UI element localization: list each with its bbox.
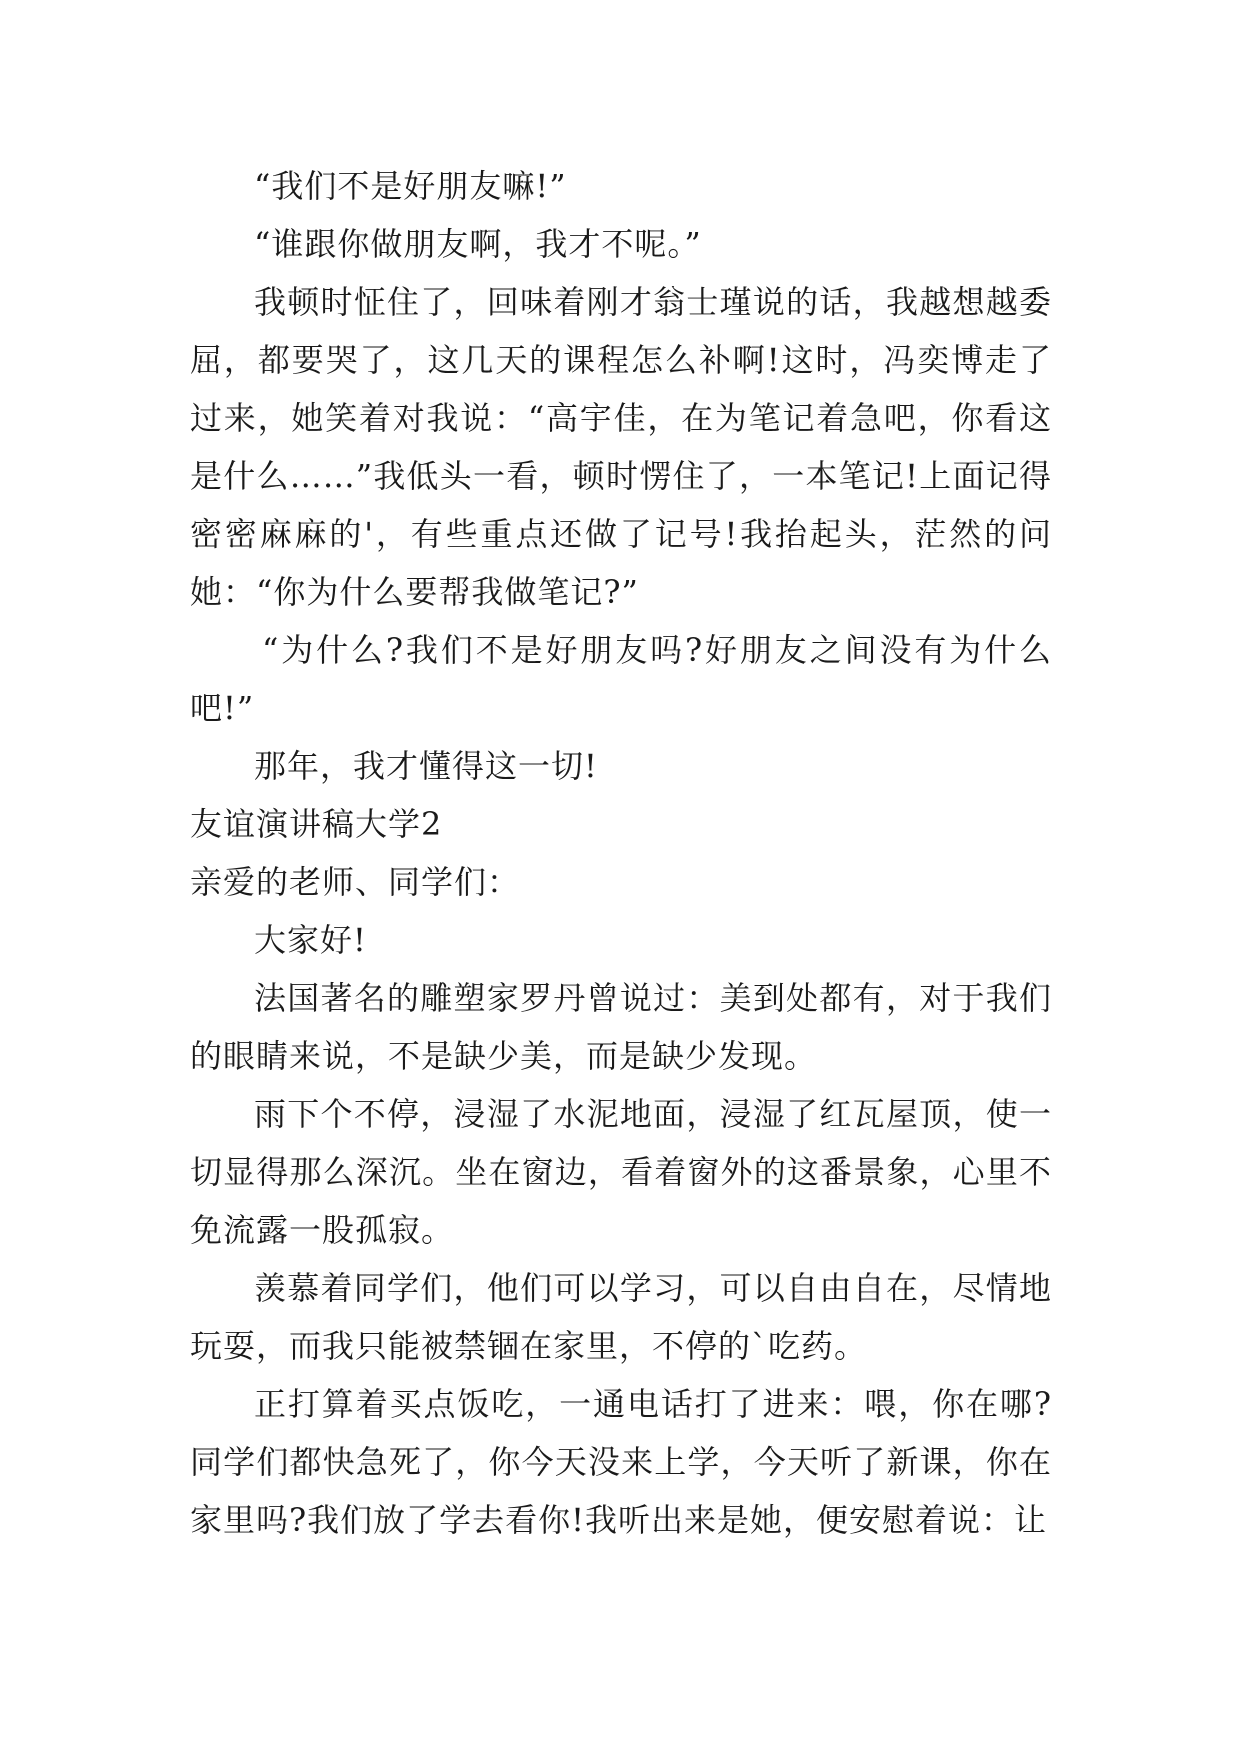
salutation: 亲爱的老师、同学们： <box>190 863 521 901</box>
paragraph-rain: 雨下个不停，浸湿了水泥地面，浸湿了红瓦屋顶，使一切显得那么深沉。坐在窗边，看着窗外的这番景象，心里不免流露一股孤寂。 <box>190 1095 1052 1249</box>
paragraph-phone-call: 正打算着买点饭吃，一通电话打了进来：喂，你在哪?同学们都快急死了，你今天没来上学，今天听了新课，你在家里吗?我们放了学去看你!我听出来是她，便安慰着说：让 <box>190 1385 1052 1539</box>
section-heading: 友谊演讲稿大学2 <box>190 805 443 843</box>
greeting: 大家好! <box>254 921 367 959</box>
paragraph-rodin-quote: 法国著名的雕塑家罗丹曾说过：美到处都有，对于我们的眼睛来说，不是缺少美，而是缺少发现。 <box>190 979 1052 1075</box>
paragraph-conclusion: 那年，我才懂得这一切! <box>254 747 598 785</box>
paragraph-notes-story: 我顿时怔住了，回味着刚才翁士瑾说的话，我越想越委屈，都要哭了，这几天的课程怎么补啊!这时，冯奕博走了过来，她笑着对我说：“高宇佳，在为笔记着急吧，你看这是什么……”我低头一看，顿时愣住了，一本笔记!上面记得密密麻麻的'，有些重点还做了记号!我抬起头，茫然的问她：“你为什么要帮我做笔记?” <box>190 283 1052 611</box>
document-body <box>190 157 1052 1549</box>
paragraph-dialogue-3: “为什么?我们不是好朋友吗?好朋友之间没有为什么吧!” <box>190 631 1052 727</box>
paragraph-dialogue-2: “谁跟你做朋友啊，我才不呢。” <box>254 225 702 263</box>
paragraph-dialogue-1: “我们不是好朋友嘛!” <box>254 167 567 205</box>
paragraph-envy: 羡慕着同学们，他们可以学习，可以自由自在，尽情地玩耍，而我只能被禁锢在家里，不停的`吃药。 <box>190 1269 1052 1365</box>
